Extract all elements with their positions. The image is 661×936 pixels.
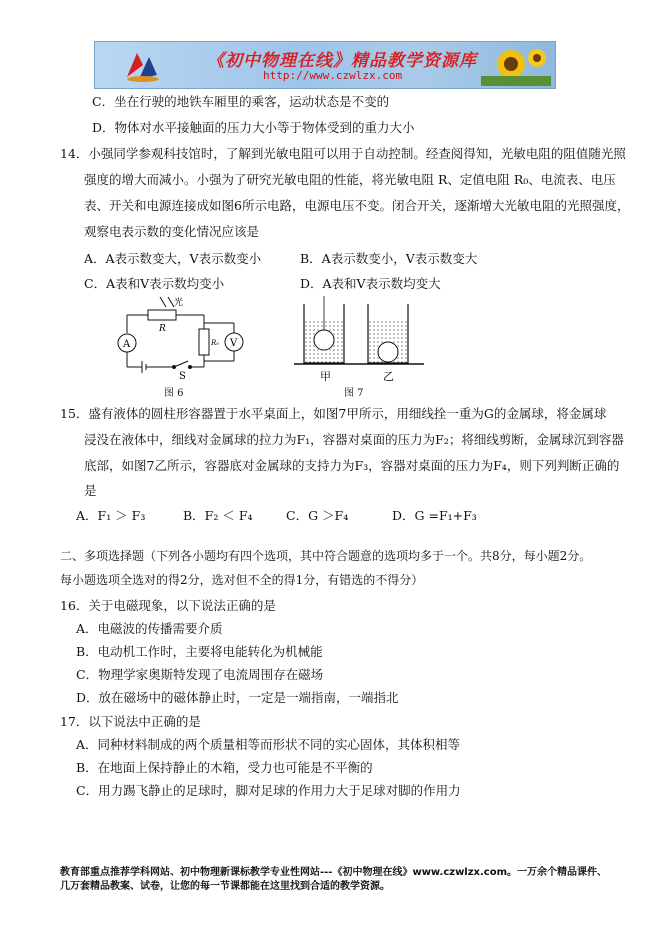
q16-stem: 16．关于电磁现象，以下说法正确的是: [60, 598, 276, 613]
q15-option-c: C．G ＞F₄: [286, 508, 349, 523]
q14-option-a: A．A表示数变大，V表示数变小: [84, 251, 262, 266]
voltmeter-label: V: [230, 338, 238, 349]
r0-label: R₀: [211, 339, 220, 347]
figure-6-circuit: [112, 295, 252, 380]
section-2-heading-2: 每小题选项全选对的得2分，选对但不全的得1分，有错选的不得分）: [60, 573, 424, 587]
q15-option-d: D．G =F₁+F₃: [392, 508, 477, 523]
q17-option-c: C．用力踢飞静止的足球时，脚对足球的作用力大于足球对脚的作用力: [76, 783, 461, 798]
q15-option-b: B．F₂ ＜ F₄: [183, 508, 253, 523]
q13-option-c: C．坐在行驶的地铁车厢里的乘客，运动状态是不变的: [92, 94, 390, 109]
footer-line-1: 教育部重点推荐学科网站、初中物理新课标教学专业性网站---《初中物理在线》www.czwlzx.com。一万余个精品课件、: [60, 867, 608, 878]
q14-option-b: B．A表示数变小，V表示数变大: [300, 251, 478, 266]
q17-option-b: B．在地面上保持静止的木箱，受力也可能是不平衡的: [76, 760, 373, 775]
q14-stem-3: 表、开关和电源连接成如图6所示电路，电源电压不变。闭合开关，逐渐增大光敏电阻的光照强度，: [84, 198, 630, 213]
q13-option-d: D．物体对水平接触面的压力大小等于物体受到的重力大小: [92, 120, 415, 135]
banner-url[interactable]: http://www.czwlzx.com: [263, 69, 403, 82]
q16-option-c: C．物理学家奥斯特发现了电流周围存在磁场: [76, 667, 324, 682]
q15-option-a: A．F₁ ＞ F₃: [76, 508, 146, 523]
site-logo-icon: [123, 47, 163, 83]
sunflower-icon: [481, 44, 551, 86]
q14-option-d: D．A表和V表示数均变大: [300, 276, 441, 291]
banner-title: 《初中物理在线》精品教学资源库: [207, 51, 477, 71]
jia-label: 甲: [320, 370, 331, 383]
figure-7-containers: [292, 296, 432, 386]
q16-option-a: A．电磁波的传播需要介质: [76, 621, 223, 636]
switch-label: S: [179, 371, 186, 380]
section-2-heading-1: 二、多项选择题（下列各小题均有四个选项，其中符合题意的选项均多于一个。共8分，每小题2分。: [60, 549, 592, 563]
q14-stem-2: 强度的增大而减小。小强为了研究光敏电阻的性能，将光敏电阻 R、定值电阻 R₀、电流表、电压: [84, 172, 616, 187]
q17-option-a: A．同种材料制成的两个质量相等而形状不同的实心固体，其体积相等: [76, 737, 461, 752]
q15-stem-2: 浸没在液体中，细线对金属球的拉力为F₁，容器对桌面的压力为F₂；将细线剪断，金属球沉到容器: [84, 432, 624, 447]
q17-stem: 17．以下说法中正确的是: [60, 714, 201, 729]
yi-label: 乙: [383, 370, 394, 383]
r-label: R: [159, 324, 166, 334]
q16-option-b: B．电动机工作时，主要将电能转化为机械能: [76, 644, 323, 659]
q16-option-d: D．放在磁场中的磁体静止时，一定是一端指南，一端指北: [76, 690, 399, 705]
q14-option-c: C．A表和V表示数均变小: [84, 276, 225, 291]
figure-6-caption: 图 6: [164, 388, 184, 399]
footer-line-2: 几万套精品教案、试卷，让您的每一节课都能在这里找到合适的教学资源。: [60, 881, 390, 892]
light-label: 光: [174, 298, 184, 308]
q15-stem-1: 15．盛有液体的圆柱形容器置于水平桌面上，如图7甲所示，用细线拴一重为G的金属球，将金属球: [60, 406, 607, 421]
q14-stem-1: 14．小强同学参观科技馆时，了解到光敏电阻可以用于自动控制。经查阅得知，光敏电阻的阻值随光照: [60, 146, 626, 161]
figure-7-caption: 图 7: [344, 388, 364, 399]
q15-stem-4: 是: [84, 483, 97, 498]
header-banner: [94, 41, 556, 89]
ammeter-label: A: [123, 339, 131, 350]
q14-stem-4: 观察电表示数的变化情况应该是: [84, 224, 260, 239]
q15-stem-3: 底部，如图7乙所示，容器底对金属球的支持力为F₃，容器对桌面的压力为F₄，则下列判断正确的: [84, 458, 620, 473]
